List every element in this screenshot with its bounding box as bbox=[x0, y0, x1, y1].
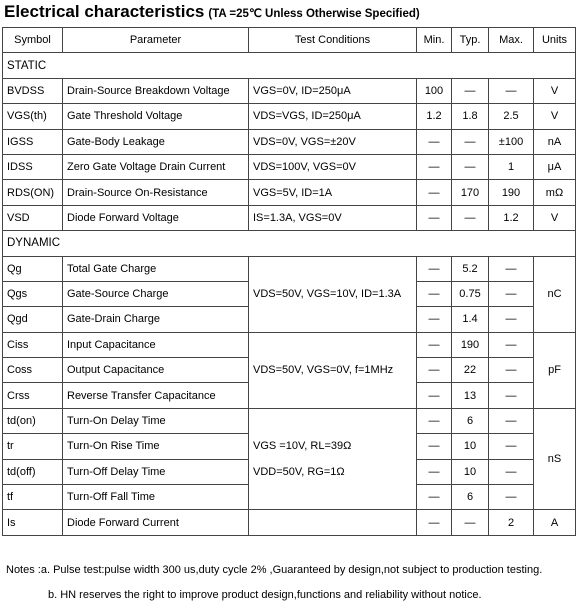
min-cell: — bbox=[417, 129, 452, 154]
header-min: Min. bbox=[417, 28, 452, 53]
note-a: Notes :a. Pulse test:pulse width 300 us,duty cycle 2% ,Guaranteed by design,not subject to production testing. bbox=[6, 564, 543, 576]
parameter-cell: Total Gate Charge bbox=[63, 256, 249, 281]
max-cell: — bbox=[489, 332, 534, 357]
header-symbol: Symbol bbox=[3, 28, 63, 53]
typ-cell: 6 bbox=[452, 485, 489, 510]
condition-line: VGS =10V, RL=39Ω bbox=[253, 440, 352, 453]
unit-cell: V bbox=[534, 104, 576, 129]
typ-cell: — bbox=[452, 78, 489, 103]
parameter-cell: Turn-On Rise Time bbox=[63, 434, 249, 459]
max-cell: ±100 bbox=[489, 129, 534, 154]
parameter-cell: Reverse Transfer Capacitance bbox=[63, 383, 249, 408]
parameter-cell: Gate-Body Leakage bbox=[63, 129, 249, 154]
table-row bbox=[3, 104, 576, 129]
parameter-cell: Output Capacitance bbox=[63, 358, 249, 383]
max-cell: — bbox=[489, 485, 534, 510]
typ-cell: 10 bbox=[452, 459, 489, 484]
note-b: b. HN reserves the right to improve product design,functions and reliability without notice. bbox=[48, 589, 482, 601]
min-cell: — bbox=[417, 434, 452, 459]
table-row bbox=[3, 78, 576, 103]
parameter-cell: Input Capacitance bbox=[63, 332, 249, 357]
header-max: Max. bbox=[489, 28, 534, 53]
header-row bbox=[3, 28, 576, 53]
parameter-cell: Diode Forward Current bbox=[63, 510, 249, 535]
unit-cell: pF bbox=[534, 332, 576, 408]
max-cell: 2 bbox=[489, 510, 534, 535]
max-cell: — bbox=[489, 434, 534, 459]
symbol-cell: Qg bbox=[3, 256, 63, 281]
typ-cell: — bbox=[452, 154, 489, 179]
min-cell: — bbox=[417, 383, 452, 408]
parameter-cell: Gate Threshold Voltage bbox=[63, 104, 249, 129]
min-cell: — bbox=[417, 205, 452, 230]
electrical-characteristics-table bbox=[2, 27, 576, 536]
header-units: Units bbox=[534, 28, 576, 53]
condition-cell bbox=[249, 510, 417, 535]
max-cell: — bbox=[489, 408, 534, 433]
table-row bbox=[3, 154, 576, 179]
typ-cell: 0.75 bbox=[452, 281, 489, 306]
min-cell: — bbox=[417, 358, 452, 383]
min-cell: — bbox=[417, 154, 452, 179]
symbol-cell: Is bbox=[3, 510, 63, 535]
symbol-cell: td(off) bbox=[3, 459, 63, 484]
section-label: DYNAMIC bbox=[3, 231, 576, 256]
parameter-cell: Gate-Source Charge bbox=[63, 281, 249, 306]
symbol-cell: IGSS bbox=[3, 129, 63, 154]
parameter-cell: Turn-Off Fall Time bbox=[63, 485, 249, 510]
condition-cell: VDS=50V, VGS=0V, f=1MHz bbox=[249, 332, 417, 408]
symbol-cell: IDSS bbox=[3, 154, 63, 179]
min-cell: — bbox=[417, 510, 452, 535]
symbol-cell: VSD bbox=[3, 205, 63, 230]
unit-cell: V bbox=[534, 78, 576, 103]
min-cell: — bbox=[417, 180, 452, 205]
min-cell: — bbox=[417, 332, 452, 357]
section-static bbox=[3, 53, 576, 78]
unit-cell: μA bbox=[534, 154, 576, 179]
max-cell: 2.5 bbox=[489, 104, 534, 129]
unit-cell: nS bbox=[534, 408, 576, 510]
typ-cell: 1.8 bbox=[452, 104, 489, 129]
typ-cell: 1.4 bbox=[452, 307, 489, 332]
condition-line: VDD=50V, RG=1Ω bbox=[253, 466, 345, 479]
symbol-cell: tf bbox=[3, 485, 63, 510]
symbol-cell: Coss bbox=[3, 358, 63, 383]
typ-cell: 10 bbox=[452, 434, 489, 459]
min-cell: — bbox=[417, 459, 452, 484]
max-cell: — bbox=[489, 383, 534, 408]
min-cell: — bbox=[417, 485, 452, 510]
max-cell: 1 bbox=[489, 154, 534, 179]
symbol-cell: Qgs bbox=[3, 281, 63, 306]
condition-cell: IS=1.3A, VGS=0V bbox=[249, 205, 417, 230]
parameter-cell: Turn-On Delay Time bbox=[63, 408, 249, 433]
min-cell: — bbox=[417, 256, 452, 281]
parameter-cell: Turn-Off Delay Time bbox=[63, 459, 249, 484]
min-cell: 100 bbox=[417, 78, 452, 103]
condition-cell: VDS=100V, VGS=0V bbox=[249, 154, 417, 179]
typ-cell: 22 bbox=[452, 358, 489, 383]
min-cell: 1.2 bbox=[417, 104, 452, 129]
condition-cell: VDS=VGS, ID=250μA bbox=[249, 104, 417, 129]
section-label: STATIC bbox=[3, 53, 576, 78]
symbol-cell: td(on) bbox=[3, 408, 63, 433]
typ-cell: 6 bbox=[452, 408, 489, 433]
page-subtitle: (TA =25℃ Unless Otherwise Specified) bbox=[208, 8, 420, 20]
typ-cell: — bbox=[452, 510, 489, 535]
unit-cell: nC bbox=[534, 256, 576, 332]
symbol-cell: Qgd bbox=[3, 307, 63, 332]
table-row bbox=[3, 180, 576, 205]
max-cell: 190 bbox=[489, 180, 534, 205]
parameter-cell: Drain-Source On-Resistance bbox=[63, 180, 249, 205]
unit-cell: V bbox=[534, 205, 576, 230]
header-parameter: Parameter bbox=[63, 28, 249, 53]
table-row bbox=[3, 408, 576, 433]
max-cell: — bbox=[489, 78, 534, 103]
parameter-cell: Gate-Drain Charge bbox=[63, 307, 249, 332]
min-cell: — bbox=[417, 307, 452, 332]
heading bbox=[4, 2, 420, 22]
condition-cell: VDS=50V, VGS=10V, ID=1.3A bbox=[249, 256, 417, 332]
symbol-cell: tr bbox=[3, 434, 63, 459]
section-dynamic bbox=[3, 231, 576, 256]
parameter-cell: Drain-Source Breakdown Voltage bbox=[63, 78, 249, 103]
max-cell: — bbox=[489, 358, 534, 383]
max-cell: — bbox=[489, 256, 534, 281]
table-row bbox=[3, 256, 576, 281]
symbol-cell: VGS(th) bbox=[3, 104, 63, 129]
condition-cell bbox=[249, 408, 417, 510]
table-row bbox=[3, 205, 576, 230]
typ-cell: 170 bbox=[452, 180, 489, 205]
page-title: Electrical characteristics bbox=[4, 2, 205, 21]
parameter-cell: Zero Gate Voltage Drain Current bbox=[63, 154, 249, 179]
max-cell: — bbox=[489, 281, 534, 306]
table-row bbox=[3, 510, 576, 535]
unit-cell: nA bbox=[534, 129, 576, 154]
min-cell: — bbox=[417, 281, 452, 306]
unit-cell: mΩ bbox=[534, 180, 576, 205]
table-row bbox=[3, 129, 576, 154]
min-cell: — bbox=[417, 408, 452, 433]
symbol-cell: BVDSS bbox=[3, 78, 63, 103]
condition-cell: VDS=0V, VGS=±20V bbox=[249, 129, 417, 154]
header-test-conditions: Test Conditions bbox=[249, 28, 417, 53]
condition-cell: VGS=5V, ID=1A bbox=[249, 180, 417, 205]
typ-cell: — bbox=[452, 129, 489, 154]
header-typ: Typ. bbox=[452, 28, 489, 53]
condition-cell: VGS=0V, ID=250μA bbox=[249, 78, 417, 103]
typ-cell: 13 bbox=[452, 383, 489, 408]
max-cell: — bbox=[489, 307, 534, 332]
symbol-cell: Crss bbox=[3, 383, 63, 408]
typ-cell: 190 bbox=[452, 332, 489, 357]
max-cell: 1.2 bbox=[489, 205, 534, 230]
typ-cell: 5.2 bbox=[452, 256, 489, 281]
max-cell: — bbox=[489, 459, 534, 484]
symbol-cell: Ciss bbox=[3, 332, 63, 357]
parameter-cell: Diode Forward Voltage bbox=[63, 205, 249, 230]
typ-cell: — bbox=[452, 205, 489, 230]
table-row bbox=[3, 332, 576, 357]
unit-cell: A bbox=[534, 510, 576, 535]
symbol-cell: RDS(ON) bbox=[3, 180, 63, 205]
